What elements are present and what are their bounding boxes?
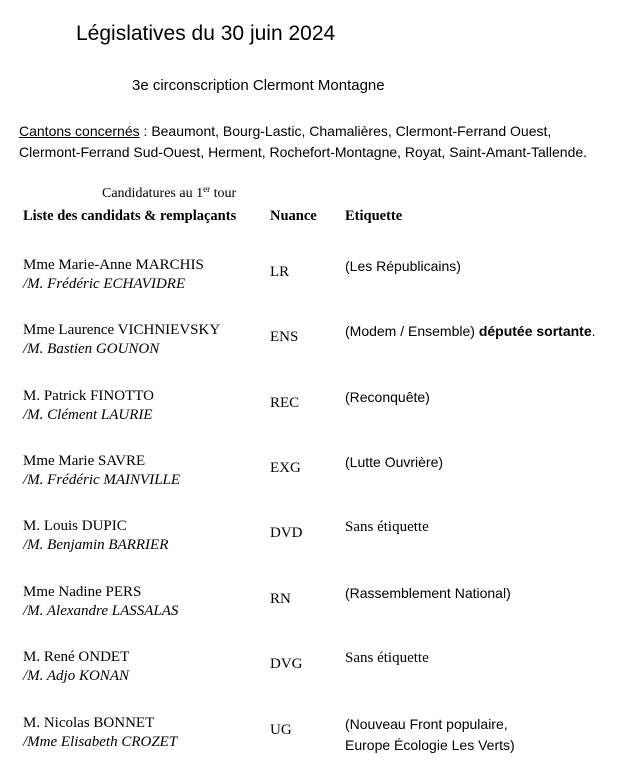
etiquette-label: (Nouveau Front populaire, [345, 716, 508, 732]
candidate-cell [23, 452, 180, 490]
nuance-cell: DVD [270, 525, 303, 541]
etiquette-cell [345, 387, 430, 408]
page-subtitle: 3e circonscription Clermont Montagne [132, 77, 385, 94]
cantons-line-1 [19, 121, 587, 142]
table-row [0, 321, 626, 371]
etiquette-cell [345, 517, 429, 538]
candidate-name: M. Nicolas BONNET [23, 715, 155, 731]
nuance-cell: RN [270, 591, 291, 607]
candidate-cell [23, 648, 129, 686]
etiquette-cell [345, 452, 443, 473]
candidate-name: M. Louis DUPIC [23, 518, 127, 534]
etiquette-line-1 [345, 387, 430, 408]
nuance-cell: ENS [270, 329, 299, 345]
candidate-name: M. Patrick FINOTTO [23, 388, 154, 404]
substitute-name: /M. Bastien GOUNON [23, 341, 160, 357]
nuance-cell: EXG [270, 460, 301, 476]
candidate-cell [23, 321, 220, 359]
substitute-name: /M. Adjo KONAN [23, 668, 129, 684]
candidate-name: Mme Nadine PERS [23, 584, 142, 600]
etiquette-note: députée sortante [478, 323, 592, 339]
table-row [0, 256, 626, 306]
etiquette-line-1 [345, 714, 515, 735]
etiquette-line-1 [345, 583, 511, 604]
substitute-name: /Mme Elisabeth CROZET [23, 734, 178, 750]
substitute-name: /M. Frédéric MAINVILLE [23, 472, 181, 488]
cantons-text-1: Beaumont, Bourg-Lastic, Chamalières, Clermont-Ferrand Ouest, [151, 123, 552, 139]
candidate-name: Mme Marie-Anne MARCHIS [23, 257, 204, 273]
caption-end: tour [210, 186, 237, 201]
table-row [0, 517, 626, 567]
substitute-name: /M. Alexandre LASSALAS [23, 603, 179, 619]
nuance-cell: REC [270, 395, 300, 411]
caption-sup: er [203, 184, 211, 194]
etiquette-line-1 [345, 648, 429, 669]
cantons-label: Cantons concernés [19, 123, 140, 139]
header-etiquette: Etiquette [345, 208, 403, 224]
candidate-name: Mme Laurence VICHNIEVSKY [23, 322, 221, 338]
etiquette-line-1 [345, 452, 443, 473]
etiquette-label: (Reconquête) [345, 389, 430, 405]
etiquette-label: Sans étiquette [345, 650, 429, 666]
etiquette-label: (Modem / Ensemble) [345, 323, 479, 339]
substitute-name: /M. Frédéric ECHAVIDRE [23, 276, 186, 292]
etiquette-cell [345, 583, 511, 604]
candidate-name: M. René ONDET [23, 649, 130, 665]
candidate-cell [23, 583, 178, 621]
substitute-name: /M. Benjamin BARRIER [23, 537, 169, 553]
table-row [0, 583, 626, 633]
page-title: Législatives du 30 juin 2024 [76, 22, 336, 45]
table-row [0, 648, 626, 698]
nuance-cell: DVG [270, 656, 303, 672]
candidate-cell [23, 714, 177, 752]
table-caption [102, 186, 236, 202]
table-row [0, 387, 626, 437]
etiquette-label: (Les Républicains) [345, 258, 461, 274]
etiquette-label: (Lutte Ouvrière) [345, 454, 444, 470]
header-nuance: Nuance [270, 208, 317, 224]
candidate-cell [23, 517, 168, 555]
etiquette-cell [345, 321, 596, 342]
etiquette-line-1 [345, 321, 596, 342]
etiquette-note-end: . [591, 323, 596, 339]
etiquette-label: (Rassemblement National) [345, 585, 511, 601]
etiquette-line-1 [345, 517, 429, 538]
etiquette-label: Sans étiquette [345, 519, 429, 535]
table-row [0, 714, 626, 764]
candidate-name: Mme Marie SAVRE [23, 453, 146, 469]
etiquette-cell [345, 648, 429, 669]
cantons-separator: : [139, 123, 152, 139]
candidate-cell [23, 387, 154, 425]
cantons-line-2: Clermont-Ferrand Sud-Ouest, Herment, Rochefort-Montagne, Royat, Saint-Amant-Tallende. [19, 144, 588, 160]
nuance-cell: UG [270, 722, 292, 738]
etiquette-line-1 [345, 256, 461, 277]
candidate-cell [23, 256, 204, 294]
table-row [0, 452, 626, 502]
etiquette-cell [345, 256, 461, 277]
substitute-name: /M. Clément LAURIE [23, 407, 153, 423]
cantons-block [19, 121, 587, 163]
etiquette-line-2: Europe Écologie Les Verts) [345, 737, 515, 753]
caption-text: Candidatures au 1 [102, 186, 204, 201]
header-candidates: Liste des candidats & remplaçants [23, 208, 237, 224]
etiquette-cell [345, 714, 515, 756]
nuance-cell: LR [270, 264, 290, 280]
